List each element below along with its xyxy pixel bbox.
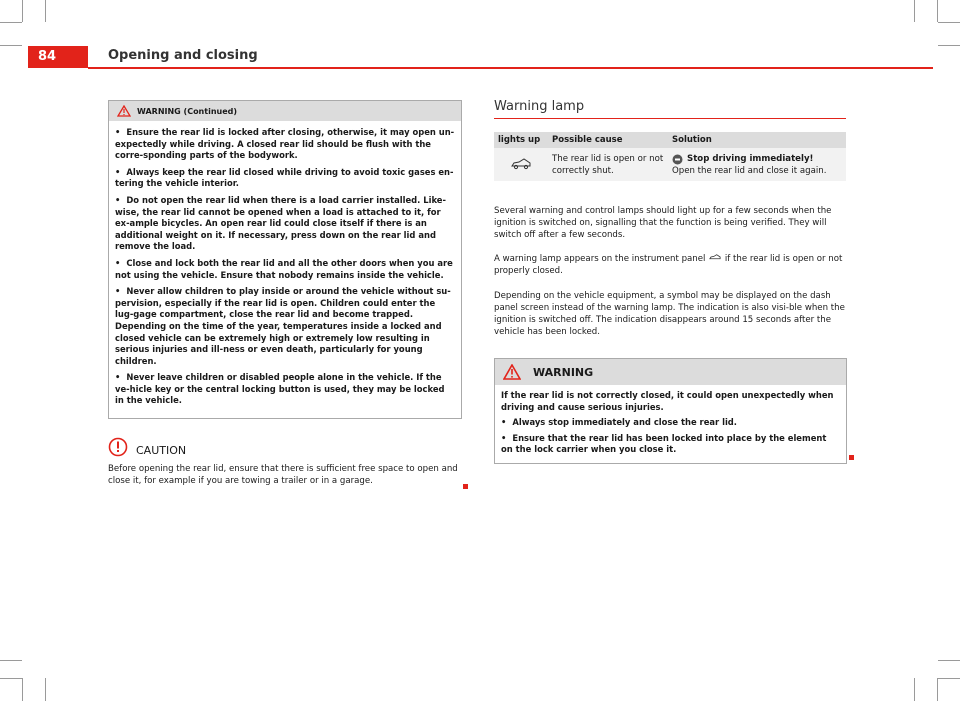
- crop-mark: [938, 45, 960, 46]
- table-header: Possible cause: [548, 132, 668, 148]
- warning-lamp-table: [494, 132, 846, 181]
- list-item: • Ensure that the rear lid has been locked into place by the element on the lock carrier when you close it.: [501, 432, 827, 455]
- warning-continued-box: [108, 100, 462, 419]
- warning-triangle-icon: [117, 105, 131, 117]
- table-cell-solution: Open the rear lid and close it again.: [672, 165, 827, 176]
- table-header: lights up: [494, 132, 548, 148]
- paragraph: A warning lamp appears on the instrument panel if the rear lid is open or not properly closed.: [494, 254, 843, 276]
- crop-mark: [914, 678, 915, 701]
- caution-title: CAUTION: [136, 443, 187, 457]
- warning-continued-header: [109, 101, 461, 121]
- crop-mark: [0, 678, 22, 679]
- table-header: Solution: [668, 132, 846, 148]
- page-number: 84: [28, 46, 88, 68]
- crop-mark: [0, 22, 22, 23]
- table-row: [494, 148, 846, 181]
- list-item: • Ensure the rear lid is locked after closing, otherwise, it may open un-expectedly while driving. A closed rear lid should be flush with the corre-sponding parts of the bodywork.: [115, 127, 455, 161]
- section-rule: [494, 118, 846, 119]
- crop-mark: [45, 678, 46, 701]
- paragraph: Several warning and control lamps should light up for a few seconds when the ignition is switched on, signalling that the function is being verified. They will switch off after a few seconds.: [494, 206, 832, 240]
- crop-mark: [22, 678, 23, 701]
- crop-mark: [938, 22, 960, 23]
- warning-intro: If the rear lid is not correctly closed, it could open unexpectedly when driving and cause serious injuries.: [501, 390, 834, 412]
- warning-triangle-icon: [503, 364, 521, 380]
- caution-block: [108, 437, 462, 487]
- crop-mark: [937, 0, 938, 22]
- crop-mark: [914, 0, 915, 22]
- crop-mark: [0, 45, 22, 46]
- list-item: • Always stop immediately and close the rear lid.: [501, 417, 737, 428]
- crop-mark: [45, 0, 46, 22]
- crop-mark: [22, 0, 23, 22]
- warning-lamp-title: Warning lamp: [494, 99, 585, 114]
- stop-icon: [672, 154, 683, 165]
- warning-title: WARNING: [533, 365, 594, 379]
- list-item: • Close and lock both the rear lid and all the other doors when you are not using the vehicle. Ensure that nobody remains inside the vehicle.: [115, 257, 453, 280]
- table-cell-cause: The rear lid is open or not correctly shut.: [548, 148, 668, 181]
- list-item: • Never allow children to play inside or around the vehicle without su-pervision, especially if the rear lid is open. Children could enter the lug-gage compartment, close the rear lid and become trapped. Depending on the time of the year, temperatures inside a locked and closed vehicle can be extremely high or extremely low resulting in serious injuries and ill-ness or even death, particularly for young children.: [115, 286, 451, 366]
- section-end-mark: [463, 484, 468, 489]
- warning-box: [494, 358, 847, 464]
- crop-mark: [938, 678, 960, 679]
- section-end-mark: [849, 455, 854, 460]
- crop-mark: [0, 660, 22, 661]
- table-cell-solution-bold: Stop driving immediately!: [687, 154, 814, 164]
- warning-continued-title: WARNING (Continued): [137, 106, 238, 116]
- section-title: Opening and closing: [108, 48, 258, 63]
- caution-text: Before opening the rear lid, ensure that there is sufficient free space to open and close it, for example if you are towing a trailer or in a garage.: [108, 464, 458, 486]
- crop-mark: [938, 660, 960, 661]
- list-item: • Never leave children or disabled people alone in the vehicle. If the ve-hicle key or the central locking button is used, they may be locked in the vehicle.: [115, 372, 445, 406]
- crop-mark: [937, 678, 938, 701]
- list-item: • Do not open the rear lid when there is a load carrier installed. Like-wise, the rear lid cannot be opened when a load is attached to it, for ex-ample bicycles. An open rear lid could close itself if there is an additional weight on it. If necessary, press down on the rear lid and remove the load.: [115, 194, 446, 252]
- paragraph: Depending on the vehicle equipment, a symbol may be displayed on the dash panel screen instead of the warning lamp. The indication is also visi-ble when the ignition is switched off. The indication disappears around 15 seconds after the vehicle has been locked.: [494, 291, 845, 337]
- car-rear-lid-open-icon: [708, 253, 722, 261]
- car-rear-lid-open-icon: [510, 156, 532, 170]
- list-item: • Always keep the rear lid closed while driving to avoid toxic gases en-tering the vehicle interior.: [115, 166, 454, 189]
- header-rule: [88, 67, 933, 69]
- caution-exclamation-icon: [108, 437, 128, 457]
